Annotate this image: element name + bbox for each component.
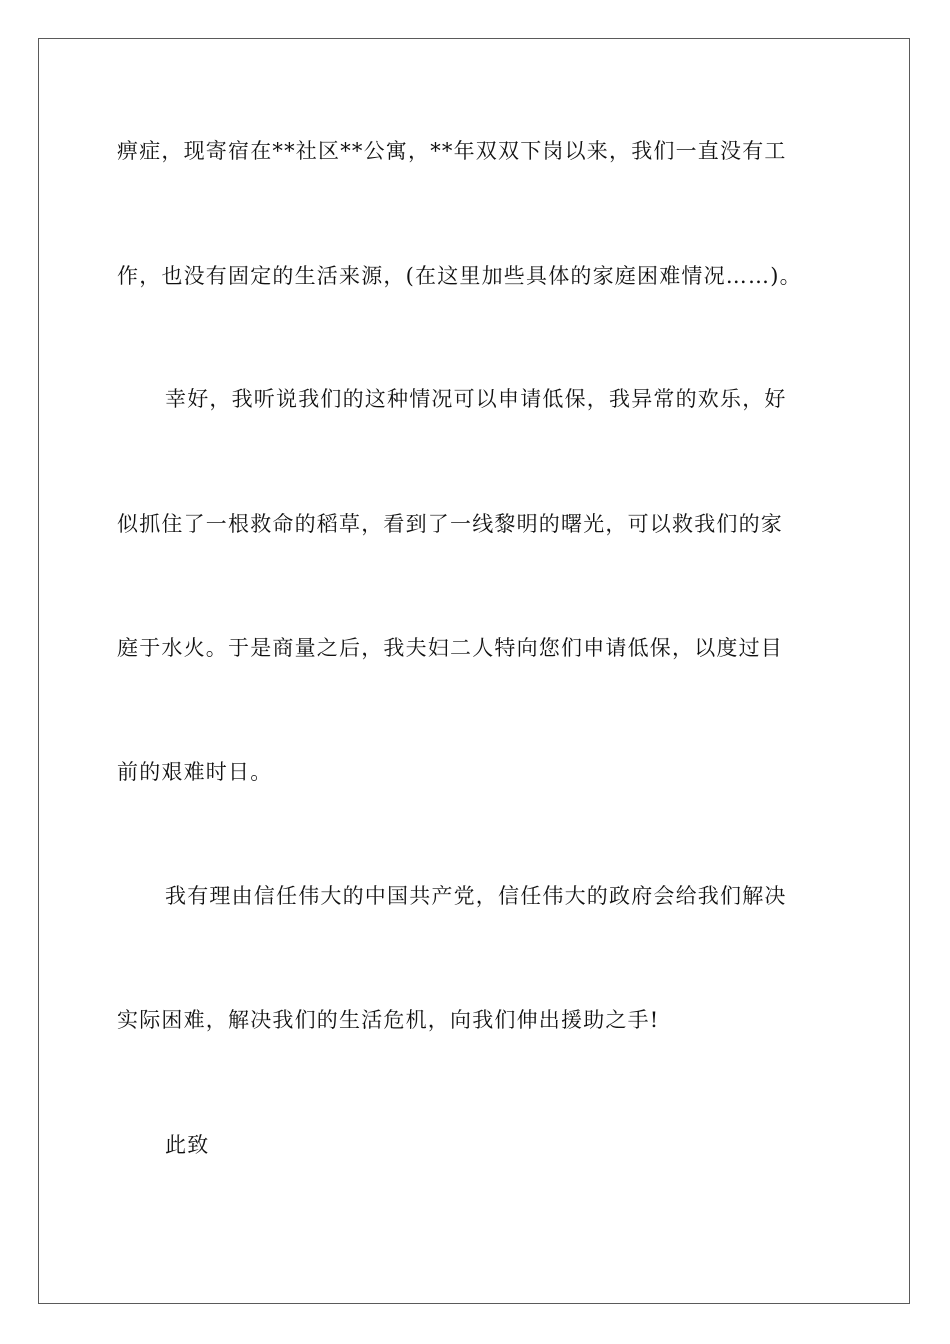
text-line-4: 似抓住了一根救命的稻草，看到了一线黎明的曙光，可以救我们的家 xyxy=(117,512,783,536)
text-line-9: 此致 xyxy=(165,1133,210,1157)
page-border xyxy=(38,38,910,1304)
text-line-5: 庭于水火。于是商量之后，我夫妇二人特向您们申请低保，以度过目 xyxy=(117,636,783,660)
text-line-7: 我有理由信任伟大的中国共产党，信任伟大的政府会给我们解决 xyxy=(165,884,787,908)
text-line-8: 实际困难，解决我们的生活危机，向我们伸出援助之手! xyxy=(117,1008,660,1032)
text-line-3: 幸好，我听说我们的这种情况可以申请低保，我异常的欢乐，好 xyxy=(165,387,787,411)
text-line-6: 前的艰难时日。 xyxy=(117,760,273,784)
text-line-1: 痹症，现寄宿在**社区**公寓，**年双双下岗以来，我们一直没有工 xyxy=(117,139,787,163)
text-line-2: 作，也没有固定的生活来源，(在这里加些具体的家庭困难情况……)。 xyxy=(117,264,802,288)
